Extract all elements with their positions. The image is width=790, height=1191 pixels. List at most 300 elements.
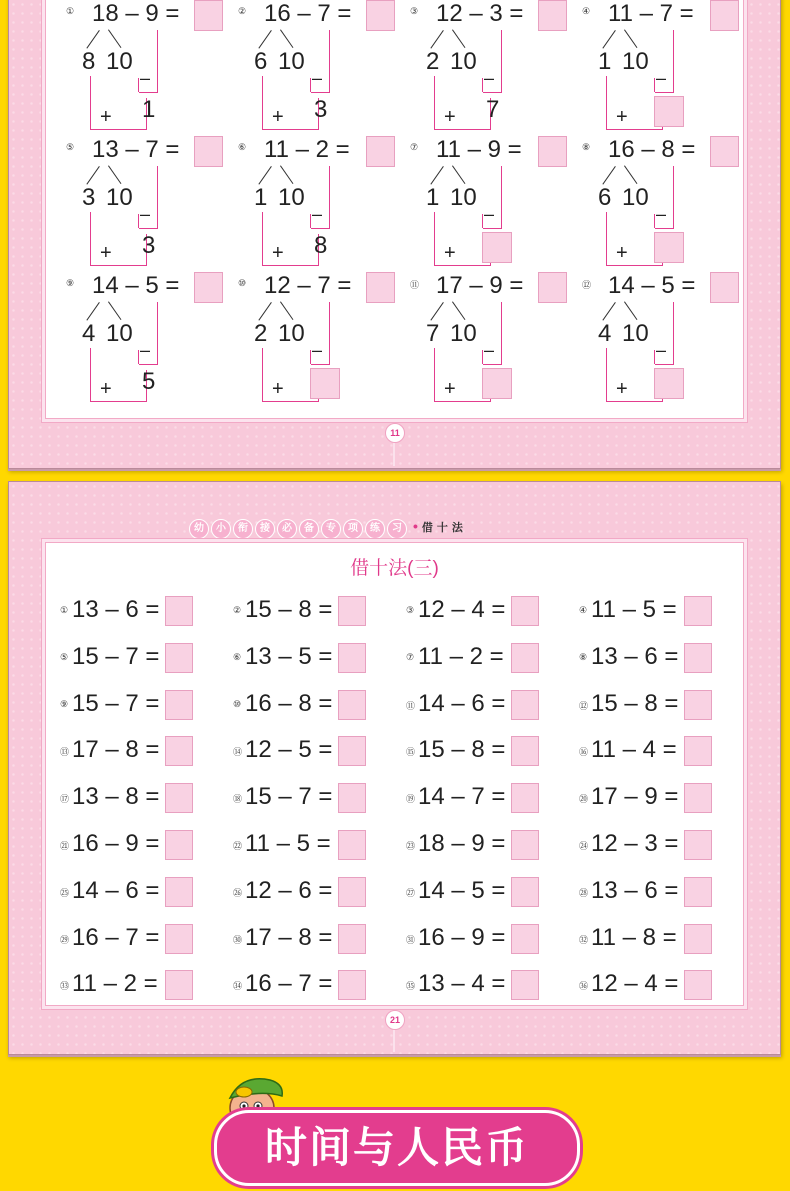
branch-line (602, 30, 615, 49)
answer-box[interactable] (165, 690, 193, 720)
subtraction-exercise (406, 877, 546, 907)
answer-box[interactable] (338, 596, 366, 626)
split-ten: 10 (450, 184, 477, 211)
exercise-equation: 16 – 7 = (245, 970, 333, 998)
minus-sign: – (312, 68, 323, 88)
problem-number: ⑤ (66, 142, 75, 152)
difference-box[interactable] (482, 368, 512, 399)
plus-sign: + (100, 106, 112, 128)
exercise-equation: 16 – 7 = (72, 923, 160, 951)
exercise-number: ㉘ (579, 887, 589, 898)
answer-box[interactable] (684, 643, 712, 673)
equation: 13 – 7 = (92, 136, 180, 163)
answer-box[interactable] (338, 924, 366, 954)
page-number: 11 (385, 423, 405, 443)
split-ones: 6 (598, 184, 612, 211)
answer-box[interactable] (511, 736, 539, 766)
difference-box[interactable] (310, 368, 340, 399)
answer-box[interactable] (165, 736, 193, 766)
header-char: 衔 (233, 519, 253, 539)
answer-box[interactable] (366, 272, 395, 303)
exercise-equation: 16 – 8 = (245, 689, 333, 717)
exercise-number: ㉟ (406, 981, 416, 992)
subtraction-exercise (406, 924, 546, 954)
answer-box[interactable] (338, 830, 366, 860)
split-ten: 10 (450, 48, 477, 75)
split-ones: 3 (82, 184, 96, 211)
bracket-line (90, 212, 91, 266)
minus-sign: – (656, 68, 667, 88)
minus-sign: – (484, 340, 495, 360)
decomposition-problem (582, 0, 752, 134)
answer-box[interactable] (511, 970, 539, 1000)
bracket-line (606, 76, 607, 130)
bracket-line (655, 364, 674, 365)
bracket-line (654, 350, 655, 364)
split-ones: 1 (426, 184, 440, 211)
bracket-line (139, 364, 158, 365)
bracket-line (262, 401, 318, 402)
exercise-number: ㉔ (579, 841, 589, 851)
bracket-line (606, 265, 662, 266)
exercise-number: ⑨ (60, 698, 69, 709)
answer-box[interactable] (684, 830, 712, 860)
answer-box[interactable] (338, 736, 366, 766)
plus-sign: + (100, 242, 112, 264)
minus-sign: – (484, 68, 495, 88)
answer-box[interactable] (366, 136, 395, 167)
subtraction-exercise (60, 643, 200, 673)
subtraction-exercise (60, 596, 200, 626)
subtraction-exercise (579, 970, 719, 1000)
split-ones: 1 (254, 184, 268, 211)
branch-line (624, 301, 637, 320)
exercise-number: ⑧ (579, 651, 588, 662)
minus-sign: – (140, 340, 151, 360)
answer-box[interactable] (511, 830, 539, 860)
bracket-line (310, 214, 311, 228)
problem-number: ② (238, 6, 247, 16)
answer-box[interactable] (165, 877, 193, 907)
branch-line (624, 165, 637, 184)
answer-box[interactable] (338, 877, 366, 907)
answer-box[interactable] (194, 136, 223, 167)
exercise-number: ⑭ (233, 747, 243, 758)
bracket-line (310, 78, 311, 92)
subtraction-exercise (406, 830, 546, 860)
plus-sign: + (616, 106, 628, 128)
branch-line (602, 302, 615, 321)
answer-box[interactable] (684, 924, 712, 954)
problem-number: ⑩ (238, 278, 247, 288)
subtraction-exercise (579, 736, 719, 766)
exercise-equation: 11 – 2 = (418, 642, 504, 670)
exercise-number: ⑫ (579, 700, 589, 711)
exercise-number: ④ (579, 605, 588, 615)
split-ten: 10 (622, 184, 649, 211)
decomposition-problem (238, 0, 408, 134)
exercise-equation: 12 – 4 = (418, 596, 506, 623)
bracket-line (434, 129, 490, 130)
bracket-line (483, 228, 502, 229)
exercise-number: ㉙ (60, 934, 70, 945)
answer-box[interactable] (194, 272, 223, 303)
subtraction-exercise (60, 924, 200, 954)
branch-line (108, 301, 121, 320)
header-char: 练 (365, 519, 385, 539)
equation: 12 – 3 = (436, 0, 524, 27)
minus-sign: – (140, 204, 151, 224)
exercise-equation: 12 – 5 = (245, 736, 333, 764)
answer-box[interactable] (710, 0, 739, 31)
exercise-number: ⑩ (233, 698, 242, 709)
exercise-number: ⑪ (406, 700, 416, 711)
subtraction-exercise (406, 970, 546, 1000)
problem-number: ① (66, 6, 75, 16)
difference: 5 (142, 368, 156, 395)
equation: 11 – 2 = (264, 136, 350, 163)
difference: 7 (486, 96, 500, 123)
problem-number: ⑫ (582, 280, 592, 290)
answer-box[interactable] (684, 690, 712, 720)
answer-box[interactable] (538, 272, 567, 303)
subtraction-exercise (579, 690, 719, 720)
exercise-equation: 16 – 9 = (418, 923, 506, 951)
bracket-line (139, 228, 158, 229)
problem-number: ⑪ (410, 280, 420, 290)
subtraction-exercise (233, 877, 373, 907)
page-title: 借十法(三) (350, 558, 439, 579)
decomposition-problem (410, 134, 580, 270)
exercise-equation: 16 – 9 = (72, 830, 160, 857)
plus-sign: + (272, 106, 284, 128)
bracket-line (329, 166, 330, 228)
equation: 12 – 7 = (264, 272, 352, 299)
decomposition-problem (410, 0, 580, 134)
answer-box[interactable] (710, 136, 739, 167)
split-ones: 2 (254, 320, 268, 347)
exercise-equation: 13 – 8 = (72, 783, 160, 811)
exercise-equation: 14 – 6 = (418, 689, 506, 717)
bracket-line (90, 348, 91, 402)
answer-box[interactable] (684, 736, 712, 766)
header-char: 项 (343, 519, 363, 539)
bracket-line (329, 30, 330, 92)
exercise-equation: 15 – 8 = (418, 736, 506, 764)
answer-box[interactable] (684, 970, 712, 1000)
answer-box[interactable] (684, 783, 712, 813)
exercise-number: ㉚ (233, 934, 243, 945)
answer-box[interactable] (194, 0, 223, 31)
exercise-equation: 12 – 4 = (591, 970, 679, 998)
plus-sign: + (616, 378, 628, 400)
exercise-number: ㉗ (406, 887, 416, 898)
header-char: 幼 (189, 519, 209, 539)
split-ten: 10 (106, 184, 133, 211)
bracket-line (139, 92, 158, 93)
subtraction-exercise (233, 736, 373, 766)
problem-number: ⑦ (410, 142, 419, 152)
bracket-line (138, 214, 139, 228)
answer-box[interactable] (338, 970, 366, 1000)
equation: 11 – 7 = (608, 0, 694, 27)
plus-sign: + (616, 242, 628, 264)
bracket-line (311, 364, 330, 365)
answer-box[interactable] (684, 596, 712, 626)
bracket-line (311, 228, 330, 229)
equation: 16 – 7 = (264, 0, 352, 27)
difference: 3 (142, 232, 156, 259)
exercise-number: ⑦ (406, 651, 415, 662)
answer-box[interactable] (165, 970, 193, 1000)
bracket-line (501, 302, 502, 364)
branch-line (452, 301, 465, 320)
branch-line (452, 165, 465, 184)
exercise-equation: 12 – 3 = (591, 830, 679, 857)
split-ones: 7 (426, 320, 440, 347)
bracket-line (482, 214, 483, 228)
split-ten: 10 (278, 48, 305, 75)
bracket-line (654, 214, 655, 228)
split-ones: 8 (82, 48, 96, 75)
subtraction-exercise (406, 643, 546, 673)
difference-box[interactable] (482, 232, 512, 263)
subtraction-exercise (60, 783, 200, 813)
difference-box[interactable] (654, 368, 684, 399)
branch-line (280, 301, 293, 320)
exercise-number: ㉞ (233, 981, 243, 992)
header-char: 必 (277, 519, 297, 539)
answer-box[interactable] (511, 596, 539, 626)
bracket-line (606, 401, 662, 402)
exercise-number: ⑱ (233, 794, 243, 805)
plus-sign: + (444, 378, 456, 400)
bracket-line (434, 348, 435, 402)
exercise-number: ㉕ (60, 887, 70, 898)
bracket-line (311, 92, 330, 93)
exercise-equation: 17 – 8 = (72, 736, 160, 764)
branch-line (430, 30, 443, 49)
worksheet-sheet (45, 0, 744, 419)
subtraction-exercise (579, 596, 719, 626)
branch-line (430, 166, 443, 185)
bracket-line (90, 265, 146, 266)
split-ones: 1 (598, 48, 612, 75)
minus-sign: – (484, 204, 495, 224)
answer-box[interactable] (165, 830, 193, 860)
branch-line (280, 165, 293, 184)
header-char: 专 (321, 519, 341, 539)
exercise-equation: 11 – 8 = (591, 923, 677, 951)
decomposition-problem (238, 270, 408, 406)
decomposition-problem (66, 270, 236, 406)
bracket-line (157, 166, 158, 228)
problem-number: ⑨ (66, 278, 75, 288)
bracket-line (138, 78, 139, 92)
answer-box[interactable] (165, 783, 193, 813)
exercise-number: ⑯ (579, 747, 589, 758)
equation: 11 – 9 = (436, 136, 522, 163)
minus-sign: – (656, 204, 667, 224)
split-ones: 4 (598, 320, 612, 347)
problem-number: ⑥ (238, 142, 247, 152)
bracket-line (310, 350, 311, 364)
bracket-line (655, 228, 674, 229)
bracket-line (262, 348, 263, 402)
answer-box[interactable] (165, 596, 193, 626)
plus-sign: + (272, 242, 284, 264)
bracket-line (262, 76, 263, 130)
minus-sign: – (140, 68, 151, 88)
exercise-number: ㉝ (60, 981, 70, 992)
branch-line (86, 302, 99, 321)
subtraction-exercise (233, 924, 373, 954)
exercise-number: ⑳ (579, 794, 589, 805)
bracket-line (673, 166, 674, 228)
subtraction-exercise (579, 830, 719, 860)
subtraction-exercise (406, 690, 546, 720)
exercise-equation: 14 – 7 = (418, 783, 506, 811)
bracket-line (673, 302, 674, 364)
exercise-equation: 13 – 6 = (72, 596, 160, 623)
bracket-line (482, 78, 483, 92)
answer-box[interactable] (511, 643, 539, 673)
exercise-equation: 13 – 4 = (418, 970, 506, 998)
branch-line (280, 29, 293, 48)
subtraction-exercise (579, 877, 719, 907)
branch-line (108, 29, 121, 48)
exercise-number: ⑥ (233, 651, 242, 662)
exercise-number: ⑮ (406, 747, 416, 758)
bracket-line (673, 30, 674, 92)
subtraction-exercise (406, 736, 546, 766)
equation: 18 – 9 = (92, 0, 180, 27)
exercise-equation: 17 – 8 = (245, 923, 333, 951)
exercise-number: ㉜ (579, 934, 589, 945)
difference-box[interactable] (654, 232, 684, 263)
answer-box[interactable] (710, 272, 739, 303)
answer-box[interactable] (538, 136, 567, 167)
section-banner: 时间与人民币 (214, 1110, 580, 1186)
decomposition-problem (66, 0, 236, 134)
series-header (189, 518, 467, 540)
bracket-line (262, 212, 263, 266)
plus-sign: + (444, 106, 456, 128)
page-number: 21 (385, 1010, 405, 1030)
exercise-equation: 11 – 4 = (591, 736, 677, 764)
exercise-number: ① (60, 605, 69, 615)
split-ten: 10 (106, 48, 133, 75)
equation: 14 – 5 = (608, 272, 696, 299)
bracket-line (329, 302, 330, 364)
bracket-line (434, 76, 435, 130)
exercise-number: ㉖ (233, 887, 243, 898)
subtraction-exercise (60, 690, 200, 720)
exercise-number: ③ (406, 605, 415, 615)
answer-box[interactable] (511, 924, 539, 954)
header-topic-char: 借 (421, 522, 433, 534)
split-ten: 10 (622, 320, 649, 347)
bracket-line (90, 76, 91, 130)
bracket-line (606, 129, 662, 130)
subtraction-exercise (233, 783, 373, 813)
header-separator: • (413, 518, 418, 534)
branch-line (602, 166, 615, 185)
exercise-equation: 13 – 6 = (591, 642, 679, 670)
minus-sign: – (312, 204, 323, 224)
split-ten: 10 (622, 48, 649, 75)
exercise-equation: 13 – 5 = (245, 642, 333, 670)
exercise-number: ㊱ (579, 981, 589, 992)
subtraction-exercise (60, 970, 200, 1000)
header-topic-char: 十 (436, 522, 448, 534)
difference: 3 (314, 96, 328, 123)
exercise-number: ㉒ (233, 841, 243, 851)
exercise-equation: 15 – 8 = (591, 689, 679, 717)
answer-box[interactable] (338, 783, 366, 813)
subtraction-exercise (406, 596, 546, 626)
exercise-number: ㉛ (406, 934, 416, 945)
split-ones: 4 (82, 320, 96, 347)
answer-box[interactable] (538, 0, 567, 31)
header-topic-char: 法 (451, 522, 463, 534)
worksheet-page-21 (8, 481, 781, 1055)
answer-box[interactable] (165, 643, 193, 673)
split-ten: 10 (450, 320, 477, 347)
difference: 1 (142, 96, 156, 123)
answer-box[interactable] (338, 690, 366, 720)
plus-sign: + (444, 242, 456, 264)
equation: 17 – 9 = (436, 272, 524, 299)
problem-number: ⑧ (582, 142, 591, 152)
difference-box[interactable] (654, 96, 684, 127)
subtraction-exercise (233, 830, 373, 860)
answer-box[interactable] (165, 924, 193, 954)
exercise-equation: 11 – 5 = (591, 596, 677, 623)
bracket-line (434, 212, 435, 266)
plus-sign: + (272, 378, 284, 400)
header-char: 备 (299, 519, 319, 539)
subtraction-exercise (60, 877, 200, 907)
answer-box[interactable] (511, 877, 539, 907)
header-char: 习 (387, 519, 407, 539)
answer-box[interactable] (511, 783, 539, 813)
subtraction-exercise (60, 830, 200, 860)
exercise-number: ⑰ (60, 794, 70, 805)
bracket-line (655, 92, 674, 93)
answer-box[interactable] (511, 690, 539, 720)
subtraction-exercise (579, 643, 719, 673)
bracket-line (157, 302, 158, 364)
bracket-line (483, 364, 502, 365)
exercise-equation: 13 – 6 = (591, 876, 679, 904)
exercise-number: ㉓ (406, 841, 416, 851)
answer-box[interactable] (338, 643, 366, 673)
branch-line (86, 166, 99, 185)
equation: 16 – 8 = (608, 136, 696, 163)
exercise-equation: 11 – 5 = (245, 830, 331, 857)
decomposition-problem (66, 134, 236, 270)
answer-box[interactable] (366, 0, 395, 31)
split-ten: 10 (106, 320, 133, 347)
exercise-equation: 17 – 9 = (591, 783, 679, 811)
subtraction-exercise (60, 736, 200, 766)
header-char: 小 (211, 519, 231, 539)
answer-box[interactable] (684, 877, 712, 907)
exercise-equation: 15 – 8 = (245, 596, 333, 623)
branch-line (624, 29, 637, 48)
exercise-number: ⑤ (60, 651, 69, 662)
